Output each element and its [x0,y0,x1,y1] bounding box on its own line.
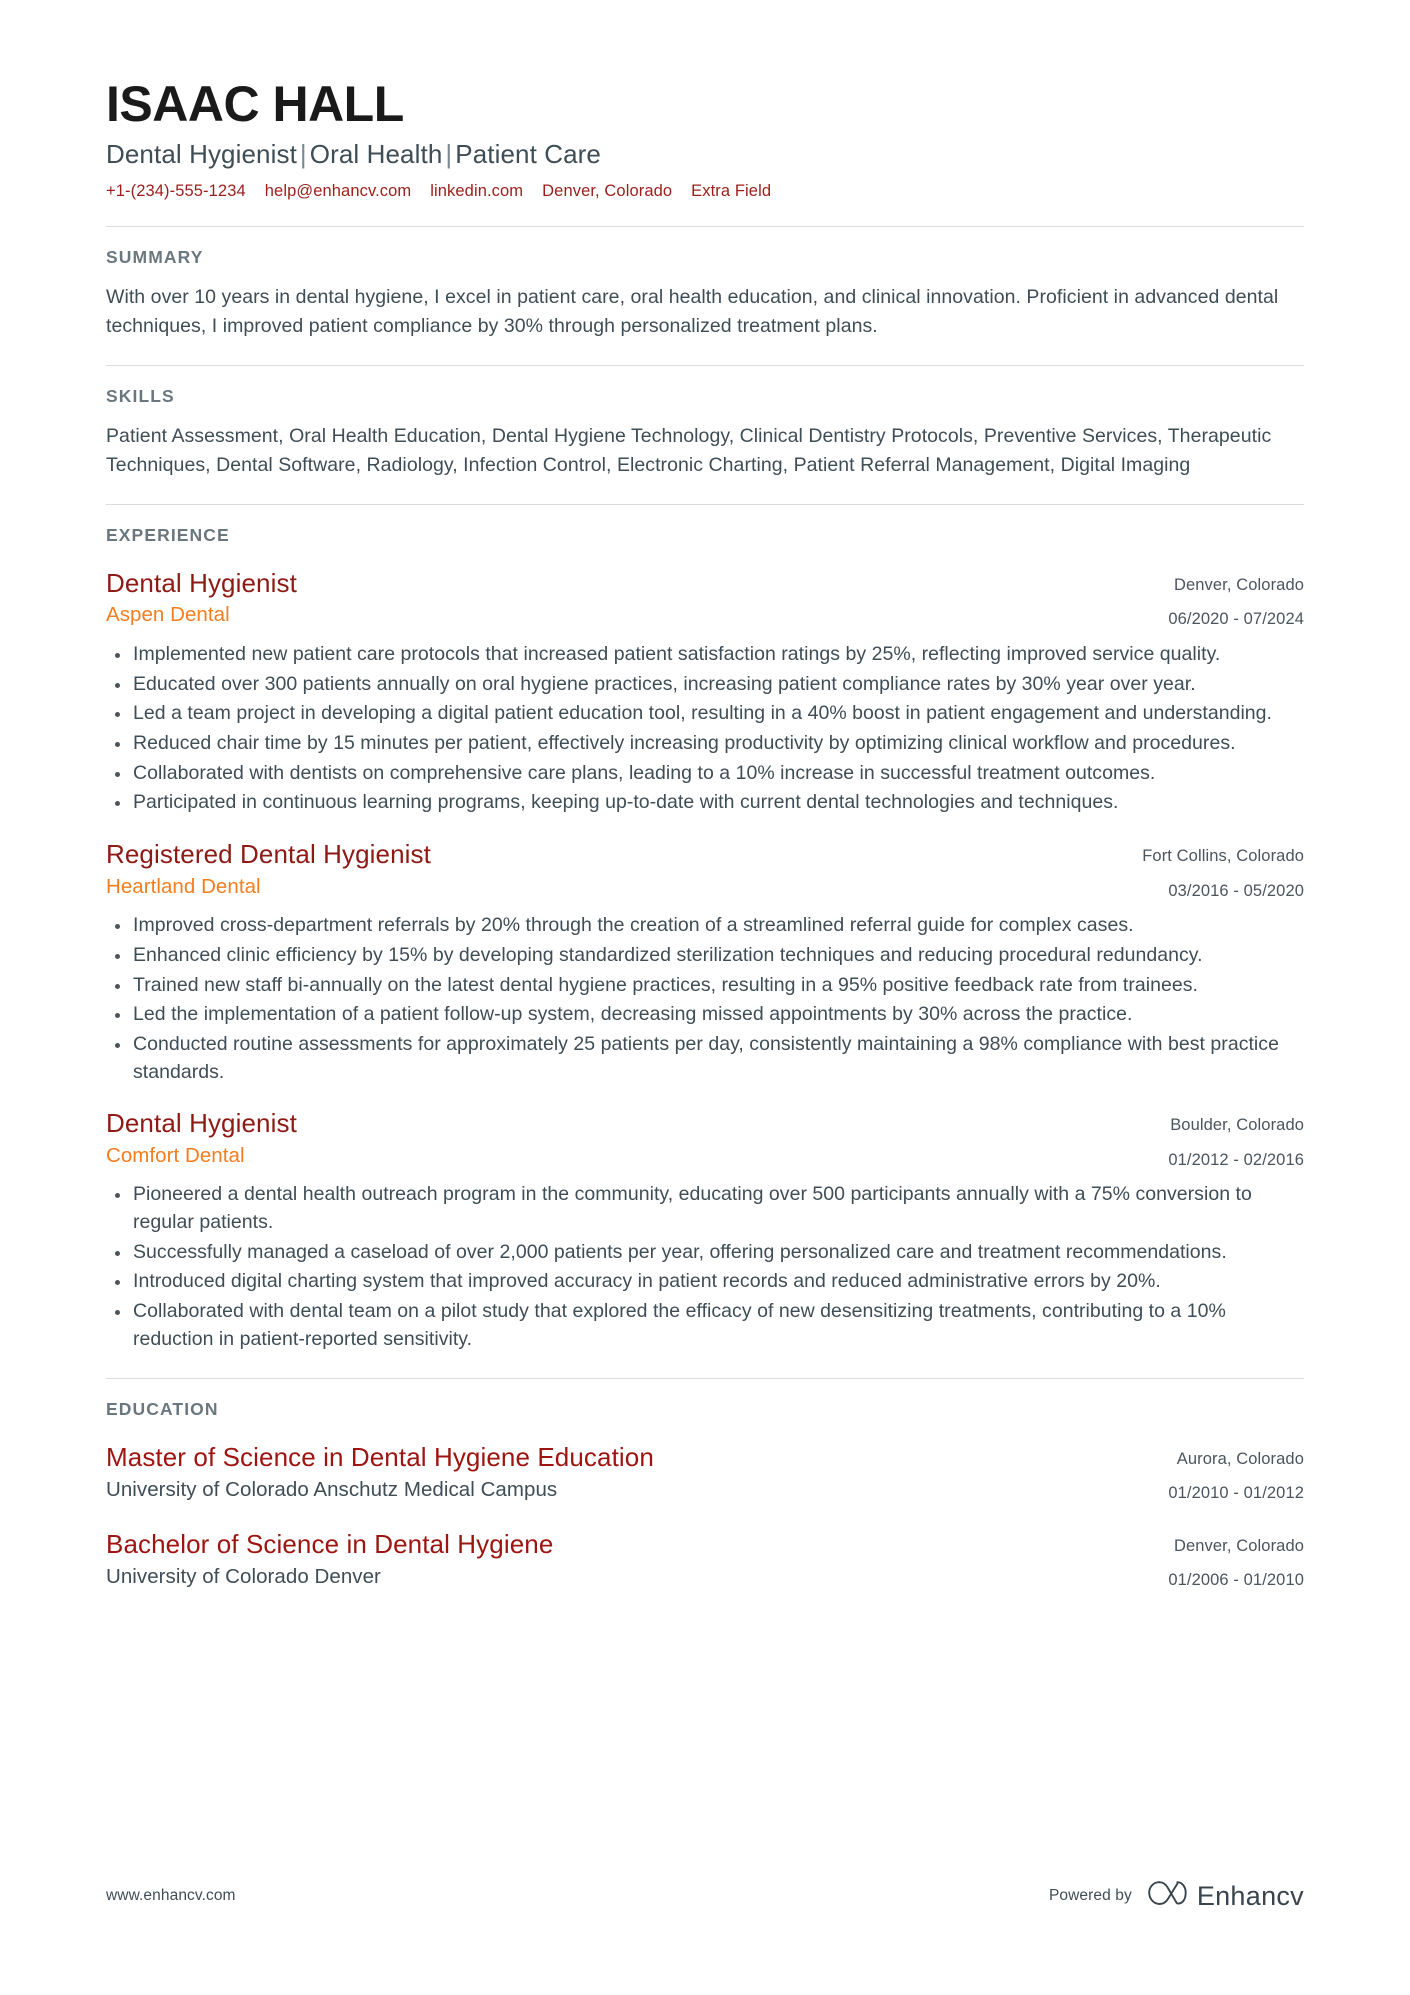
education-entry-header [106,1442,1304,1507]
list-item: Educated over 300 patients annually on oral hygiene practices, increasing patient compliance rates by 30% year over year. [106,671,1304,699]
job-bullet-list [106,641,1304,817]
list-item: Collaborated with dentists on comprehensive care plans, leading to a 10% increase in successful treatment outcomes. [106,760,1304,788]
enhancv-brand-lockup [1146,1880,1304,1912]
list-item: Successfully managed a caseload of over 2,000 patients per year, offering personalized care and treatment recommendations. [106,1239,1304,1267]
contact-extra-field: Extra Field [691,181,772,200]
headline-part-2: Patient Care [455,139,601,169]
contact-linkedin[interactable]: linkedin.com [430,181,524,200]
company-name: Aspen Dental [106,603,230,627]
section-divider [106,504,1304,505]
experience-entry-meta [1168,568,1304,633]
school-dates: 01/2006 - 01/2010 [1168,1571,1304,1590]
section-summary [106,226,1304,341]
list-item: Collaborated with dental team on a pilot study that explored the efficacy of new desensitizing treatments, contributing to a 10% reduction in patient-reported sensitivity. [106,1298,1304,1353]
list-item: Reduced chair time by 15 minutes per patient, effectively increasing productivity by optimizing clinical workflow and procedures. [106,730,1304,758]
section-title-summary: SUMMARY [106,247,204,268]
job-dates: 01/2012 - 02/2016 [1168,1150,1304,1169]
education-entry [106,1529,1304,1594]
section-divider [106,226,1304,227]
list-item: Pioneered a dental health outreach program in the community, educating over 500 participants annually with a 75% conversion to regular patients. [106,1181,1304,1236]
contact-row [106,181,1304,202]
company-name: Heartland Dental [106,874,261,898]
job-title: Dental Hygienist [106,1108,297,1139]
company-name: Comfort Dental [106,1143,245,1167]
section-title-experience: EXPERIENCE [106,524,230,545]
section-divider [106,365,1304,366]
headline-part-1: Oral Health [309,139,443,169]
headline-part-0: Dental Hygienist [106,139,297,169]
experience-entry-header [106,1108,1304,1173]
resume-content [106,0,1304,1594]
list-item: Implemented new patient care protocols that increased patient satisfaction ratings by 25%, reflecting improved service quality. [106,641,1304,669]
education-entry-left [106,1529,1168,1590]
job-title: Registered Dental Hygienist [106,839,431,870]
professional-headline [106,140,1304,170]
resume-header [106,0,1304,202]
experience-entry-header [106,839,1304,904]
section-experience [106,504,1304,1354]
contact-phone[interactable]: +1-(234)-555-1234 [106,181,246,200]
headline-separator: | [445,139,453,169]
section-education [106,1378,1304,1594]
resume-footer [106,1880,1304,1912]
list-item: Improved cross-department referrals by 20% through the creation of a streamlined referral guide for complex cases. [106,912,1304,940]
experience-entry [106,1108,1304,1353]
education-entry-header [106,1529,1304,1594]
job-dates: 03/2016 - 05/2020 [1168,881,1304,900]
job-location: Boulder, Colorado [1170,1116,1304,1135]
job-dates: 06/2020 - 07/2024 [1168,610,1304,629]
school-location: Aurora, Colorado [1176,1449,1304,1468]
contact-email[interactable]: help@enhancv.com [264,181,412,200]
degree-title: Bachelor of Science in Dental Hygiene [106,1528,554,1559]
experience-entry-meta [1142,839,1304,904]
list-item: Introduced digital charting system that improved accuracy in patient records and reduced administrative errors by 20%. [106,1268,1304,1296]
summary-text: With over 10 years in dental hygiene, I excel in patient care, oral health education, and clinical innovation. Proficient in advanced dental techniques, I improved patient compliance by 30% through personalized treatment plans. [106,286,1279,338]
headline-separator: | [299,139,307,169]
experience-entry-left [106,568,1168,628]
experience-entry [106,568,1304,817]
education-entry-left [106,1442,1168,1503]
footer-website-url[interactable]: www.enhancv.com [106,1887,236,1904]
section-title-education: EDUCATION [106,1398,219,1419]
footer-brand [1049,1880,1304,1912]
job-bullet-list [106,912,1304,1086]
enhancv-infinity-icon [1146,1880,1188,1912]
experience-entry-meta [1168,1108,1304,1173]
contact-location: Denver, Colorado [542,181,673,200]
education-entry-meta [1168,1442,1304,1507]
experience-entry-left [106,1108,1168,1168]
list-item: Conducted routine assessments for approximately 25 patients per day, consistently maintaining a 98% compliance with best practice standards. [106,1031,1304,1086]
school-name: University of Colorado Anschutz Medical Campus [106,1478,558,1502]
list-item: Led a team project in developing a digital patient education tool, resulting in a 40% boost in patient engagement and understanding. [106,700,1304,728]
experience-entry-left [106,839,1142,899]
section-divider [106,1378,1304,1379]
list-item: Led the implementation of a patient follow-up system, decreasing missed appointments by 30% across the practice. [106,1001,1304,1029]
job-location: Fort Collins, Colorado [1142,847,1304,866]
powered-by-label: Powered by [1048,1887,1132,1904]
list-item: Participated in continuous learning programs, keeping up-to-date with current dental technologies and techniques. [106,789,1304,817]
page-title: ISAAC HALL [106,76,404,132]
school-location: Denver, Colorado [1173,1536,1304,1555]
experience-entry-header [106,568,1304,633]
job-title: Dental Hygienist [106,567,297,598]
list-item: Enhanced clinic efficiency by 15% by developing standardized sterilization techniques and reducing procedural redundancy. [106,942,1304,970]
job-bullet-list [106,1181,1304,1353]
school-dates: 01/2010 - 01/2012 [1168,1484,1304,1503]
section-title-skills: SKILLS [106,386,175,407]
list-item: Trained new staff bi-annually on the latest dental hygiene practices, resulting in a 95% positive feedback rate from trainees. [106,972,1304,1000]
skills-text: Patient Assessment, Oral Health Education, Dental Hygiene Technology, Clinical Dentistry Protocols, Preventive Services, Therapeutic Techniques, Dental Software, Radiology, Infection Control, Electronic Charting, Patient Referral Management, Digital Imaging [106,425,1272,476]
education-entry-meta [1168,1529,1304,1594]
experience-entry [106,839,1304,1086]
section-skills [106,365,1304,480]
degree-title: Master of Science in Dental Hygiene Education [106,1441,654,1472]
job-location: Denver, Colorado [1173,575,1304,594]
school-name: University of Colorado Denver [106,1565,381,1589]
education-entry [106,1442,1304,1507]
enhancv-brand-name: Enhancv [1196,1880,1304,1911]
